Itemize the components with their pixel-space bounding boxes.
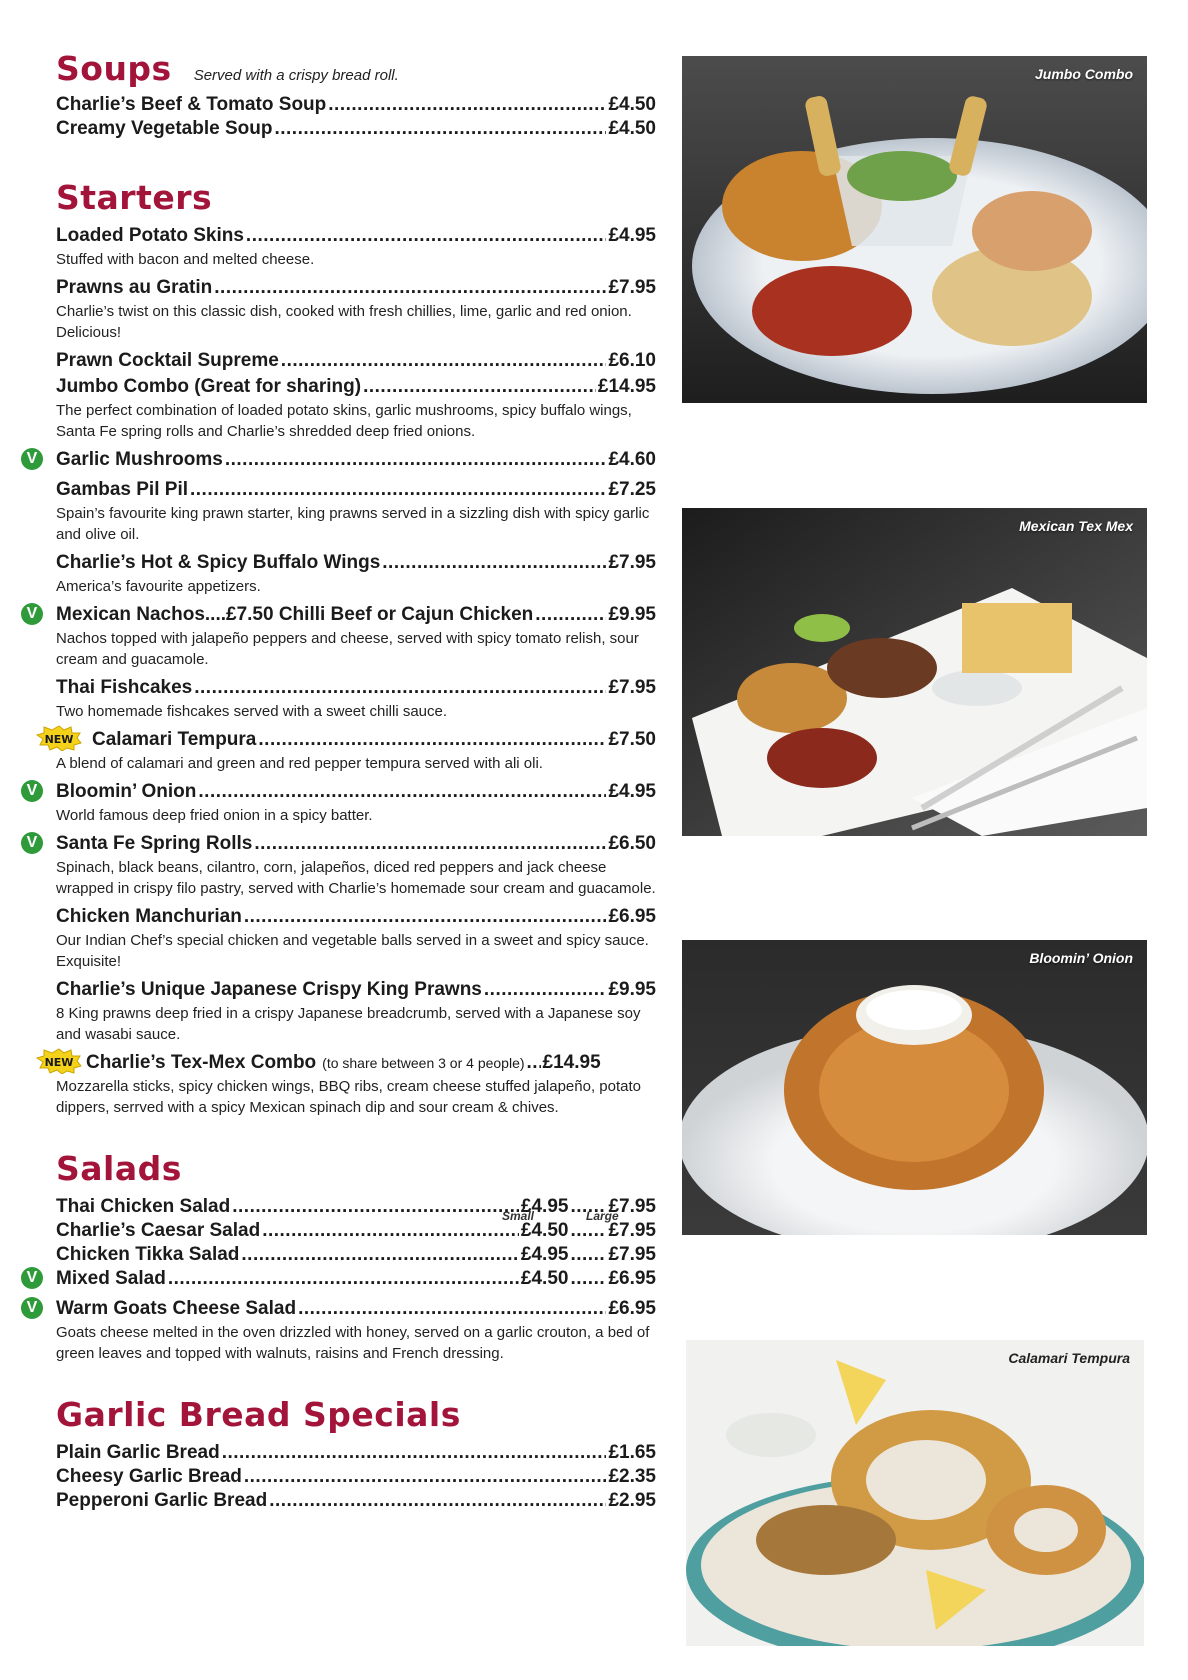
vegetarian-icon: V <box>21 1297 43 1319</box>
item-price: £9.95 <box>608 979 656 1000</box>
item-name: Plain Garlic Bread <box>56 1442 220 1463</box>
menu-item <box>26 1267 656 1291</box>
item-price: £6.50 <box>608 833 656 854</box>
item-price: £4.50 <box>608 94 656 115</box>
menu-item <box>56 1489 656 1513</box>
item-name: Mexican Nachos....£7.50 Chilli Beef or Cajun Chicken <box>56 604 534 625</box>
item-name: Santa Fe Spring Rolls <box>56 833 253 854</box>
item-price: £4.60 <box>608 449 656 470</box>
item-price-large: £7.95 <box>608 1220 656 1241</box>
item-description: Nachos topped with jalapeño peppers and cheese, served with spicy tomato relish, sour cream and guacamole. <box>56 630 639 668</box>
item-price-large: £7.95 <box>608 1196 656 1217</box>
menu-item <box>56 224 656 270</box>
bloomin-onion-image <box>682 940 1147 1235</box>
item-name: Bloomin’ Onion <box>56 781 197 802</box>
item-price: £9.95 <box>608 604 656 625</box>
item-price: £2.95 <box>608 1490 656 1511</box>
menu-item <box>56 117 656 141</box>
item-price-large: £7.95 <box>608 1244 656 1265</box>
starters-section <box>26 178 656 1118</box>
mexican-tex-mex-image <box>682 508 1147 836</box>
item-price: £6.10 <box>608 350 656 371</box>
photo-caption: Jumbo Combo <box>1035 66 1133 82</box>
photo-calamari-tempura <box>686 1340 1144 1646</box>
item-description: Goats cheese melted in the oven drizzled with honey, served on a garlic crouton, a bed of green leaves and topped with walnuts, raisins and French dressing. <box>56 1324 650 1362</box>
item-price: £4.95 <box>608 781 656 802</box>
jumbo-combo-image <box>682 56 1147 403</box>
item-description: Spinach, black beans, cilantro, corn, jalapeños, diced red peppers and jack cheese wrapped in crispy filo pastry, served with Charlie’s homemade sour cream and guacamole. <box>56 859 656 897</box>
menu-item <box>26 448 656 472</box>
garlic-bread-section <box>56 1395 656 1513</box>
item-description: World famous deep fried onion in a spicy batter. <box>56 807 373 824</box>
item-price: £14.95 <box>597 376 656 397</box>
new-badge-label: NEW <box>44 1056 74 1069</box>
item-price: £7.50 <box>608 729 656 750</box>
item-name: Prawns au Gratin <box>56 277 213 298</box>
item-price: £14.95 <box>542 1052 601 1073</box>
item-price: £6.95 <box>608 906 656 927</box>
vegetarian-icon: V <box>21 448 43 470</box>
item-price-small: £4.50 <box>520 1220 569 1241</box>
menu-item <box>56 349 656 373</box>
item-name: Warm Goats Cheese Salad <box>56 1298 297 1319</box>
item-price: £7.95 <box>608 277 656 298</box>
item-description: Stuffed with bacon and melted cheese. <box>56 251 315 268</box>
item-price-small: £4.95 <box>520 1196 569 1217</box>
item-price: £4.95 <box>608 225 656 246</box>
menu-item <box>56 1195 656 1219</box>
item-name: Mixed Salad <box>56 1268 166 1289</box>
menu-item <box>26 1297 656 1364</box>
vegetarian-icon: V <box>21 832 43 854</box>
photo-caption: Mexican Tex Mex <box>1019 518 1133 534</box>
menu-item <box>26 780 656 826</box>
calamari-tempura-image <box>686 1340 1144 1646</box>
item-name: Charlie’s Caesar Salad <box>56 1220 261 1241</box>
section-title-salads: Salads <box>56 1149 182 1188</box>
item-price: £1.65 <box>608 1442 656 1463</box>
item-description: 8 King prawns deep fried in a crispy Japanese breadcrumb, served with a Japanese soy and wasabi sauce. <box>56 1005 641 1043</box>
item-description: America’s favourite appetizers. <box>56 578 261 595</box>
menu-item <box>26 832 656 899</box>
item-note: (to share between 3 or 4 people) <box>322 1055 525 1071</box>
item-price: £7.95 <box>608 552 656 573</box>
new-badge-label: NEW <box>44 733 74 746</box>
new-badge-icon <box>36 1048 82 1074</box>
item-price-large: £6.95 <box>608 1268 656 1289</box>
photo-jumbo-combo <box>682 56 1147 403</box>
menu-item <box>56 276 656 343</box>
item-name: Cheesy Garlic Bread <box>56 1466 242 1487</box>
menu-item <box>44 1051 656 1118</box>
item-price: £2.35 <box>608 1466 656 1487</box>
item-price-small: £4.50 <box>520 1268 569 1289</box>
item-name: Prawn Cocktail Supreme <box>56 350 279 371</box>
size-small-label: Small <box>502 1209 535 1223</box>
menu-item <box>56 93 656 117</box>
new-badge-icon <box>36 725 82 751</box>
menu-item <box>56 375 656 442</box>
vegetarian-icon: V <box>21 780 43 802</box>
salads-section <box>26 1149 656 1364</box>
soups-note: Served with a crispy bread roll. <box>193 67 399 84</box>
item-name: Thai Fishcakes <box>56 677 193 698</box>
menu-item <box>44 728 656 774</box>
item-description: Spain’s favourite king prawn starter, king prawns served in a sizzling dish with spicy garlic and olive oil. <box>56 505 650 543</box>
item-price: £6.95 <box>608 1298 656 1319</box>
item-name: Charlie’s Beef & Tomato Soup <box>56 94 327 115</box>
photo-mexican-tex-mex <box>682 508 1147 836</box>
item-description: Mozzarella sticks, spicy chicken wings, BBQ ribs, cream cheese stuffed jalapeño, potato dippers, serrved with a spicy Mexican spinach dip and sour cream & chives. <box>56 1078 641 1116</box>
item-name: Pepperoni Garlic Bread <box>56 1490 268 1511</box>
section-title-starters: Starters <box>56 178 213 217</box>
size-large-label: Large <box>586 1209 619 1223</box>
item-name: Gambas Pil Pil <box>56 479 188 500</box>
menu-item <box>56 905 656 972</box>
menu-item <box>56 676 656 722</box>
item-name: Charlie’s Hot & Spicy Buffalo Wings <box>56 552 381 573</box>
item-price-small: £4.95 <box>520 1244 569 1265</box>
item-name: Jumbo Combo (Great for sharing) <box>56 376 362 397</box>
menu-item <box>56 1219 656 1243</box>
item-name: Thai Chicken Salad <box>56 1196 231 1217</box>
soups-section <box>56 49 656 141</box>
item-description: The perfect combination of loaded potato skins, garlic mushrooms, spicy buffalo wings, Santa Fe spring rolls and Charlie’s shredded deep fried onions. <box>56 402 632 440</box>
section-title-soups: Soups <box>56 49 172 88</box>
menu-item <box>56 978 656 1045</box>
photo-caption: Bloomin’ Onion <box>1029 950 1133 966</box>
menu-item <box>56 1465 656 1489</box>
item-name: Calamari Tempura <box>92 729 257 750</box>
menu-item <box>56 1243 656 1267</box>
item-name: Chicken Tikka Salad <box>56 1244 240 1265</box>
item-name: Creamy Vegetable Soup <box>56 118 273 139</box>
vegetarian-icon: V <box>21 603 43 625</box>
item-name: Charlie’s Tex-Mex Combo <box>86 1052 317 1073</box>
photo-caption: Calamari Tempura <box>1008 1350 1130 1366</box>
photo-bloomin-onion <box>682 940 1147 1235</box>
item-description: Our Indian Chef’s special chicken and vegetable balls served in a sweet and spicy sauce. Exquisite! <box>56 932 649 970</box>
menu-item <box>26 603 656 670</box>
menu-column <box>26 49 656 1513</box>
vegetarian-icon: V <box>21 1267 43 1289</box>
item-name: Loaded Potato Skins <box>56 225 244 246</box>
item-price: £4.50 <box>608 118 656 139</box>
menu-item <box>56 478 656 545</box>
item-name: Garlic Mushrooms <box>56 449 223 470</box>
item-description: A blend of calamari and green and red pepper tempura served with ali oli. <box>56 755 543 772</box>
item-name: Chicken Manchurian <box>56 906 242 927</box>
item-description: Two homemade fishcakes served with a sweet chilli sauce. <box>56 703 448 720</box>
item-price: £7.25 <box>608 479 656 500</box>
item-description: Charlie’s twist on this classic dish, cooked with fresh chillies, lime, garlic and red onion. Delicious! <box>56 303 632 341</box>
item-name: Charlie’s Unique Japanese Crispy King Prawns <box>56 979 482 1000</box>
menu-item <box>56 551 656 597</box>
section-title-garlic-bread: Garlic Bread Specials <box>56 1395 461 1434</box>
menu-item <box>56 1441 656 1465</box>
item-price: £7.95 <box>608 677 656 698</box>
